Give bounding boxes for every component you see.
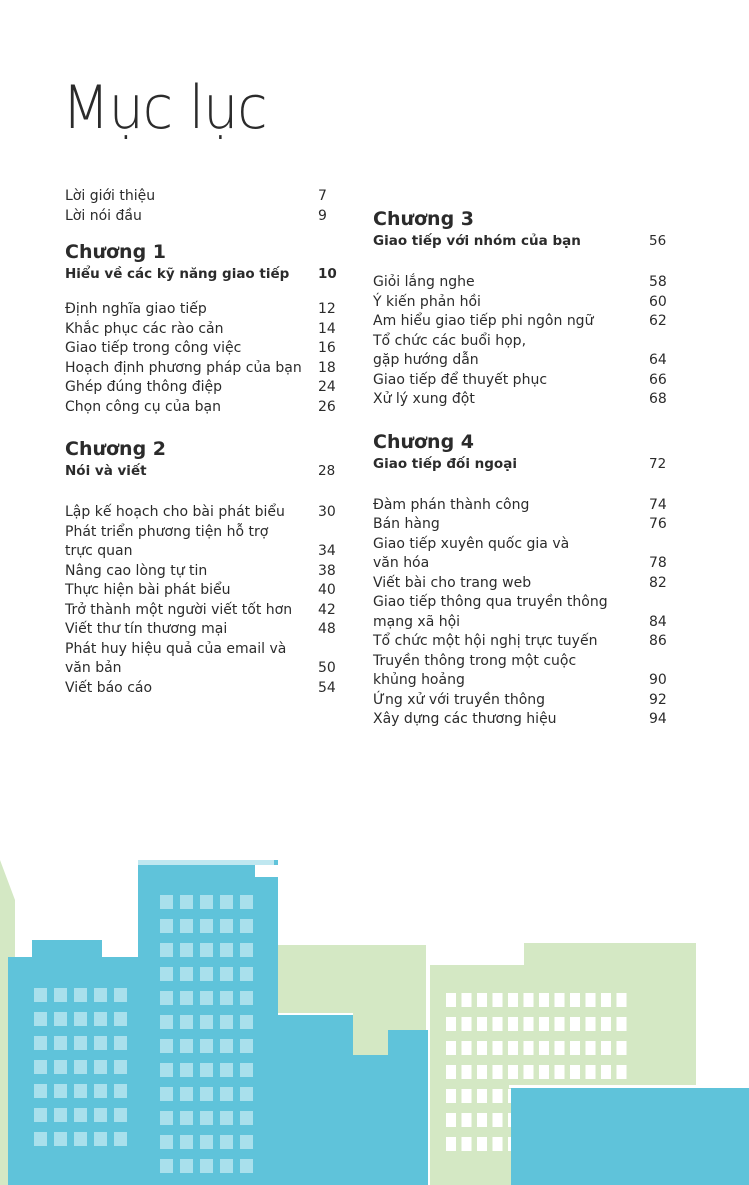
window (160, 1063, 173, 1077)
entry-page: 62 (649, 313, 667, 329)
entry-title: Bán hàng (373, 516, 440, 532)
window (220, 967, 233, 981)
entry-title: Giao tiếp xuyên quốc gia và (373, 535, 570, 552)
entry-title: Xử lý xung đột (373, 391, 475, 407)
entry-title-cont: khủng hoảng (373, 672, 465, 688)
toc-entry[interactable] (65, 679, 340, 699)
window (493, 1113, 503, 1127)
entry-page: 68 (649, 391, 667, 407)
window (555, 1041, 565, 1055)
window (114, 1132, 127, 1146)
chapter-page: 72 (649, 455, 667, 472)
entry-page: 82 (649, 574, 667, 591)
toc-entry[interactable] (373, 293, 671, 313)
window (524, 1017, 534, 1031)
chapter-page: 28 (318, 463, 336, 479)
window (34, 1060, 47, 1074)
entry-title: Truyền thông trong một cuộc (373, 652, 577, 669)
window (446, 1041, 456, 1055)
window (555, 993, 565, 1007)
entry-page: 54 (318, 679, 336, 696)
page-title: Mục lục (62, 73, 267, 143)
window (477, 1113, 487, 1127)
window (220, 991, 233, 1005)
entry-page: 78 (649, 555, 667, 571)
entry-page: 34 (318, 543, 336, 559)
window (200, 991, 213, 1005)
entry-title: Giao tiếp để thuyết phục (373, 371, 548, 388)
entry-title: Giao tiếp thông qua truyền thông (373, 594, 608, 610)
window (180, 895, 193, 909)
window (477, 993, 487, 1007)
window (508, 1041, 518, 1055)
toc-entry[interactable] (65, 339, 340, 359)
window (477, 1017, 487, 1031)
window (240, 1159, 253, 1173)
window (220, 1039, 233, 1053)
entry-title: Viết báo cáo (65, 679, 153, 696)
entry-title: Tổ chức một hội nghị trực tuyến (373, 633, 598, 649)
entry-page: 14 (318, 320, 336, 337)
entry-page: 30 (318, 504, 336, 520)
chapter-name: Nói và viết (65, 463, 147, 479)
window (180, 943, 193, 957)
window (160, 991, 173, 1005)
toc-entry[interactable] (65, 320, 340, 340)
window (586, 1041, 596, 1055)
entry-title: Định nghĩa giao tiếp (65, 301, 207, 317)
entry-title: Lập kế hoạch cho bài phát biểu (65, 504, 285, 520)
window (94, 1132, 107, 1146)
entry-title: Tổ chức các buổi họp, (373, 332, 527, 349)
window (617, 1041, 627, 1055)
toc-entry[interactable] (373, 574, 671, 594)
entry-title: Lời nói đầu (65, 207, 142, 224)
window (54, 1012, 67, 1026)
toc-entry[interactable] (65, 378, 340, 398)
entry-page: 18 (318, 359, 336, 376)
window (180, 1159, 193, 1173)
entry-title: Viết bài cho trang web (373, 574, 532, 591)
window (160, 1111, 173, 1125)
toc-entry[interactable] (373, 652, 671, 691)
window (539, 1065, 549, 1079)
window (508, 993, 518, 1007)
entry-title: Trở thành một người viết tốt hơn (65, 601, 293, 618)
window (539, 1017, 549, 1031)
blue-building (278, 1013, 353, 1015)
window (570, 1041, 580, 1055)
window (180, 1087, 193, 1101)
entry-title: Chọn công cụ của bạn (65, 398, 221, 415)
window (601, 1065, 611, 1079)
window (180, 1039, 193, 1053)
chapter-name: Giao tiếp với nhóm của bạn (373, 233, 581, 249)
window (180, 1015, 193, 1029)
entry-page: 26 (318, 398, 336, 415)
toc-entry[interactable] (373, 593, 671, 632)
window (524, 993, 534, 1007)
window (114, 1036, 127, 1050)
toc-entry[interactable] (373, 515, 671, 535)
entry-page: 64 (649, 352, 667, 368)
window (94, 988, 107, 1002)
entry-title: Hoạch định phương pháp của bạn (65, 359, 302, 376)
window (114, 988, 127, 1002)
entry-title-cont: văn bản (65, 660, 122, 676)
window (493, 993, 503, 1007)
window (200, 919, 213, 933)
window (240, 1135, 253, 1149)
window (617, 993, 627, 1007)
window (220, 1159, 233, 1173)
entry-title: Giỏi lắng nghe (373, 274, 475, 290)
toc-entry[interactable] (373, 535, 671, 574)
entry-title: Viết thư tín thương mại (65, 621, 228, 637)
city-skyline-illustration (0, 845, 749, 1185)
window (555, 1065, 565, 1079)
window (601, 1041, 611, 1055)
window (180, 967, 193, 981)
entry-title: Nâng cao lòng tự tin (65, 562, 208, 579)
window (54, 1132, 67, 1146)
window (220, 943, 233, 957)
blue-building (511, 1087, 749, 1185)
toc-entry[interactable] (65, 503, 340, 523)
window (160, 1039, 173, 1053)
window (34, 1036, 47, 1050)
entry-page: 94 (649, 711, 667, 727)
window (74, 1108, 87, 1122)
toc-entry[interactable] (373, 632, 671, 652)
entry-title: Phát huy hiệu quả của email và (65, 640, 287, 657)
window (114, 1060, 127, 1074)
window (240, 1039, 253, 1053)
toc-entry[interactable] (65, 300, 340, 320)
window (617, 1017, 627, 1031)
entry-page: 66 (649, 371, 667, 388)
window (200, 1111, 213, 1125)
window (94, 1012, 107, 1026)
window (570, 1065, 580, 1079)
window (114, 1012, 127, 1026)
window (220, 1111, 233, 1125)
chapter-name-entry[interactable] (65, 461, 340, 481)
window (74, 1132, 87, 1146)
entry-page: 58 (649, 274, 667, 290)
window (220, 1063, 233, 1077)
window (74, 1084, 87, 1098)
window (200, 1135, 213, 1149)
toc-entry[interactable] (65, 523, 340, 562)
entry-title-cont: mạng xã hội (373, 613, 461, 630)
toc-entry[interactable] (373, 312, 671, 332)
window (220, 919, 233, 933)
window (493, 1137, 503, 1151)
window (539, 1041, 549, 1055)
toc-entry[interactable] (65, 601, 340, 621)
entry-page: 12 (318, 301, 336, 317)
entry-page: 90 (649, 672, 667, 688)
toc-entry[interactable] (65, 187, 340, 207)
toc-entry[interactable] (65, 398, 340, 418)
window (586, 993, 596, 1007)
toc-entry[interactable] (373, 332, 671, 371)
toc-entry[interactable] (65, 640, 340, 679)
window (74, 1012, 87, 1026)
window (200, 1159, 213, 1173)
window (477, 1041, 487, 1055)
window (493, 1017, 503, 1031)
window (160, 1159, 173, 1173)
window (34, 1132, 47, 1146)
entry-title: Lời giới thiệu (65, 188, 156, 204)
blue-building (138, 860, 274, 865)
blue-building (509, 1085, 749, 1088)
window (74, 1036, 87, 1050)
window (220, 895, 233, 909)
window (570, 1017, 580, 1031)
toc-entry[interactable] (65, 620, 340, 640)
window (539, 993, 549, 1007)
entry-title: Khắc phục các rào cản (65, 320, 224, 337)
window (240, 991, 253, 1005)
window (462, 993, 472, 1007)
window (180, 1135, 193, 1149)
toc-entry[interactable] (65, 207, 340, 227)
entry-page: 86 (649, 633, 667, 649)
window (200, 1087, 213, 1101)
toc-entry[interactable] (373, 691, 671, 711)
window (555, 1017, 565, 1031)
window (477, 1137, 487, 1151)
window (446, 1017, 456, 1031)
window (54, 1084, 67, 1098)
window (160, 895, 173, 909)
window (508, 1065, 518, 1079)
entry-title-cont: gặp hướng dẫn (373, 352, 479, 368)
window (524, 1065, 534, 1079)
blue-building (255, 865, 278, 877)
window (462, 1017, 472, 1031)
window (477, 1089, 487, 1103)
entry-page: 48 (318, 621, 336, 637)
window (601, 993, 611, 1007)
toc-column-right (373, 207, 671, 730)
window (446, 1089, 456, 1103)
chapter-page: 56 (649, 233, 667, 249)
entry-page: 74 (649, 496, 667, 513)
entry-page: 7 (318, 188, 327, 204)
window (34, 1108, 47, 1122)
window (180, 1063, 193, 1077)
window (94, 1108, 107, 1122)
entry-title: Giao tiếp trong công việc (65, 340, 242, 356)
window (200, 895, 213, 909)
entry-page: 16 (318, 340, 336, 356)
entry-page: 60 (649, 293, 667, 310)
window (160, 1135, 173, 1149)
toc-entry[interactable] (65, 562, 340, 582)
window (220, 1015, 233, 1029)
chapter-heading: Chương 4 (373, 430, 475, 453)
window (570, 993, 580, 1007)
entry-page: 42 (318, 601, 336, 618)
window (54, 1060, 67, 1074)
chapter-name-entry[interactable] (373, 231, 671, 251)
window (493, 1065, 503, 1079)
chapter-name: Hiểu về các kỹ năng giao tiếp (65, 266, 290, 282)
toc-entry[interactable] (373, 273, 671, 293)
window (617, 1065, 627, 1079)
window (493, 1089, 503, 1103)
window (54, 1036, 67, 1050)
toc-entry[interactable] (373, 496, 671, 516)
window (524, 1041, 534, 1055)
chapter-heading: Chương 3 (373, 208, 475, 230)
window (240, 967, 253, 981)
window (220, 1087, 233, 1101)
entry-page: 38 (318, 562, 336, 579)
window (160, 967, 173, 981)
toc-entry[interactable] (373, 390, 671, 410)
window (240, 919, 253, 933)
window (74, 1060, 87, 1074)
window (34, 1084, 47, 1098)
window (446, 1137, 456, 1151)
window (114, 1084, 127, 1098)
window (240, 1087, 253, 1101)
window (240, 1015, 253, 1029)
window (34, 988, 47, 1002)
window (34, 1012, 47, 1026)
window (240, 1111, 253, 1125)
window (462, 1113, 472, 1127)
chapter-name-entry[interactable] (373, 454, 671, 474)
window (160, 943, 173, 957)
chapter-heading: Chương 1 (65, 241, 167, 263)
window (200, 1063, 213, 1077)
window (180, 991, 193, 1005)
entry-page: 40 (318, 582, 336, 598)
window (446, 1113, 456, 1127)
blue-building (388, 1030, 428, 1185)
window (200, 943, 213, 957)
window (160, 1015, 173, 1029)
window (508, 1017, 518, 1031)
chapter-heading: Chương 2 (65, 438, 167, 460)
window (160, 919, 173, 933)
window (240, 895, 253, 909)
window (462, 1137, 472, 1151)
window (180, 919, 193, 933)
entry-title: Ý kiến phản hồi (373, 293, 481, 310)
toc-entry[interactable] (373, 710, 671, 730)
window (200, 967, 213, 981)
window (446, 1065, 456, 1079)
window (446, 993, 456, 1007)
entry-title: Thực hiện bài phát biểu (65, 582, 231, 598)
entry-title: Xây dựng các thương hiệu (373, 711, 557, 727)
window (493, 1041, 503, 1055)
entry-title-cont: trực quan (65, 543, 133, 559)
window (462, 1065, 472, 1079)
window (586, 1065, 596, 1079)
window (200, 1039, 213, 1053)
toc-column-left (65, 187, 340, 698)
window (54, 1108, 67, 1122)
window (586, 1017, 596, 1031)
window (94, 1084, 107, 1098)
entry-title: Am hiểu giao tiếp phi ngôn ngữ (373, 313, 594, 329)
entry-title-cont: văn hóa (373, 555, 430, 571)
entry-title: Phát triển phương tiện hỗ trợ (65, 523, 269, 540)
blue-building (278, 1015, 353, 1185)
toc-entry[interactable] (373, 371, 671, 391)
chapter-name: Giao tiếp đối ngoại (373, 455, 517, 472)
window (462, 1041, 472, 1055)
entry-title: Đàm phán thành công (373, 496, 530, 513)
window (240, 943, 253, 957)
toc-entry[interactable] (65, 581, 340, 601)
window (94, 1060, 107, 1074)
window (220, 1135, 233, 1149)
entry-page: 50 (318, 660, 336, 676)
window (240, 1063, 253, 1077)
window (74, 988, 87, 1002)
toc-entry[interactable] (65, 359, 340, 379)
window (200, 1015, 213, 1029)
window (94, 1036, 107, 1050)
entry-title: Ghép đúng thông điệp (65, 379, 223, 395)
entry-page: 92 (649, 691, 667, 708)
entry-page: 76 (649, 516, 667, 532)
window (462, 1089, 472, 1103)
chapter-name-entry[interactable] (65, 264, 340, 284)
window (114, 1108, 127, 1122)
blue-building (353, 1055, 388, 1185)
window (477, 1065, 487, 1079)
entry-page: 9 (318, 207, 327, 224)
window (160, 1087, 173, 1101)
entry-page: 24 (318, 379, 336, 395)
chapter-page: 10 (318, 266, 337, 282)
window (180, 1111, 193, 1125)
entry-title: Ứng xử với truyền thông (373, 691, 546, 708)
entry-page: 84 (649, 613, 667, 630)
window (601, 1017, 611, 1031)
window (54, 988, 67, 1002)
